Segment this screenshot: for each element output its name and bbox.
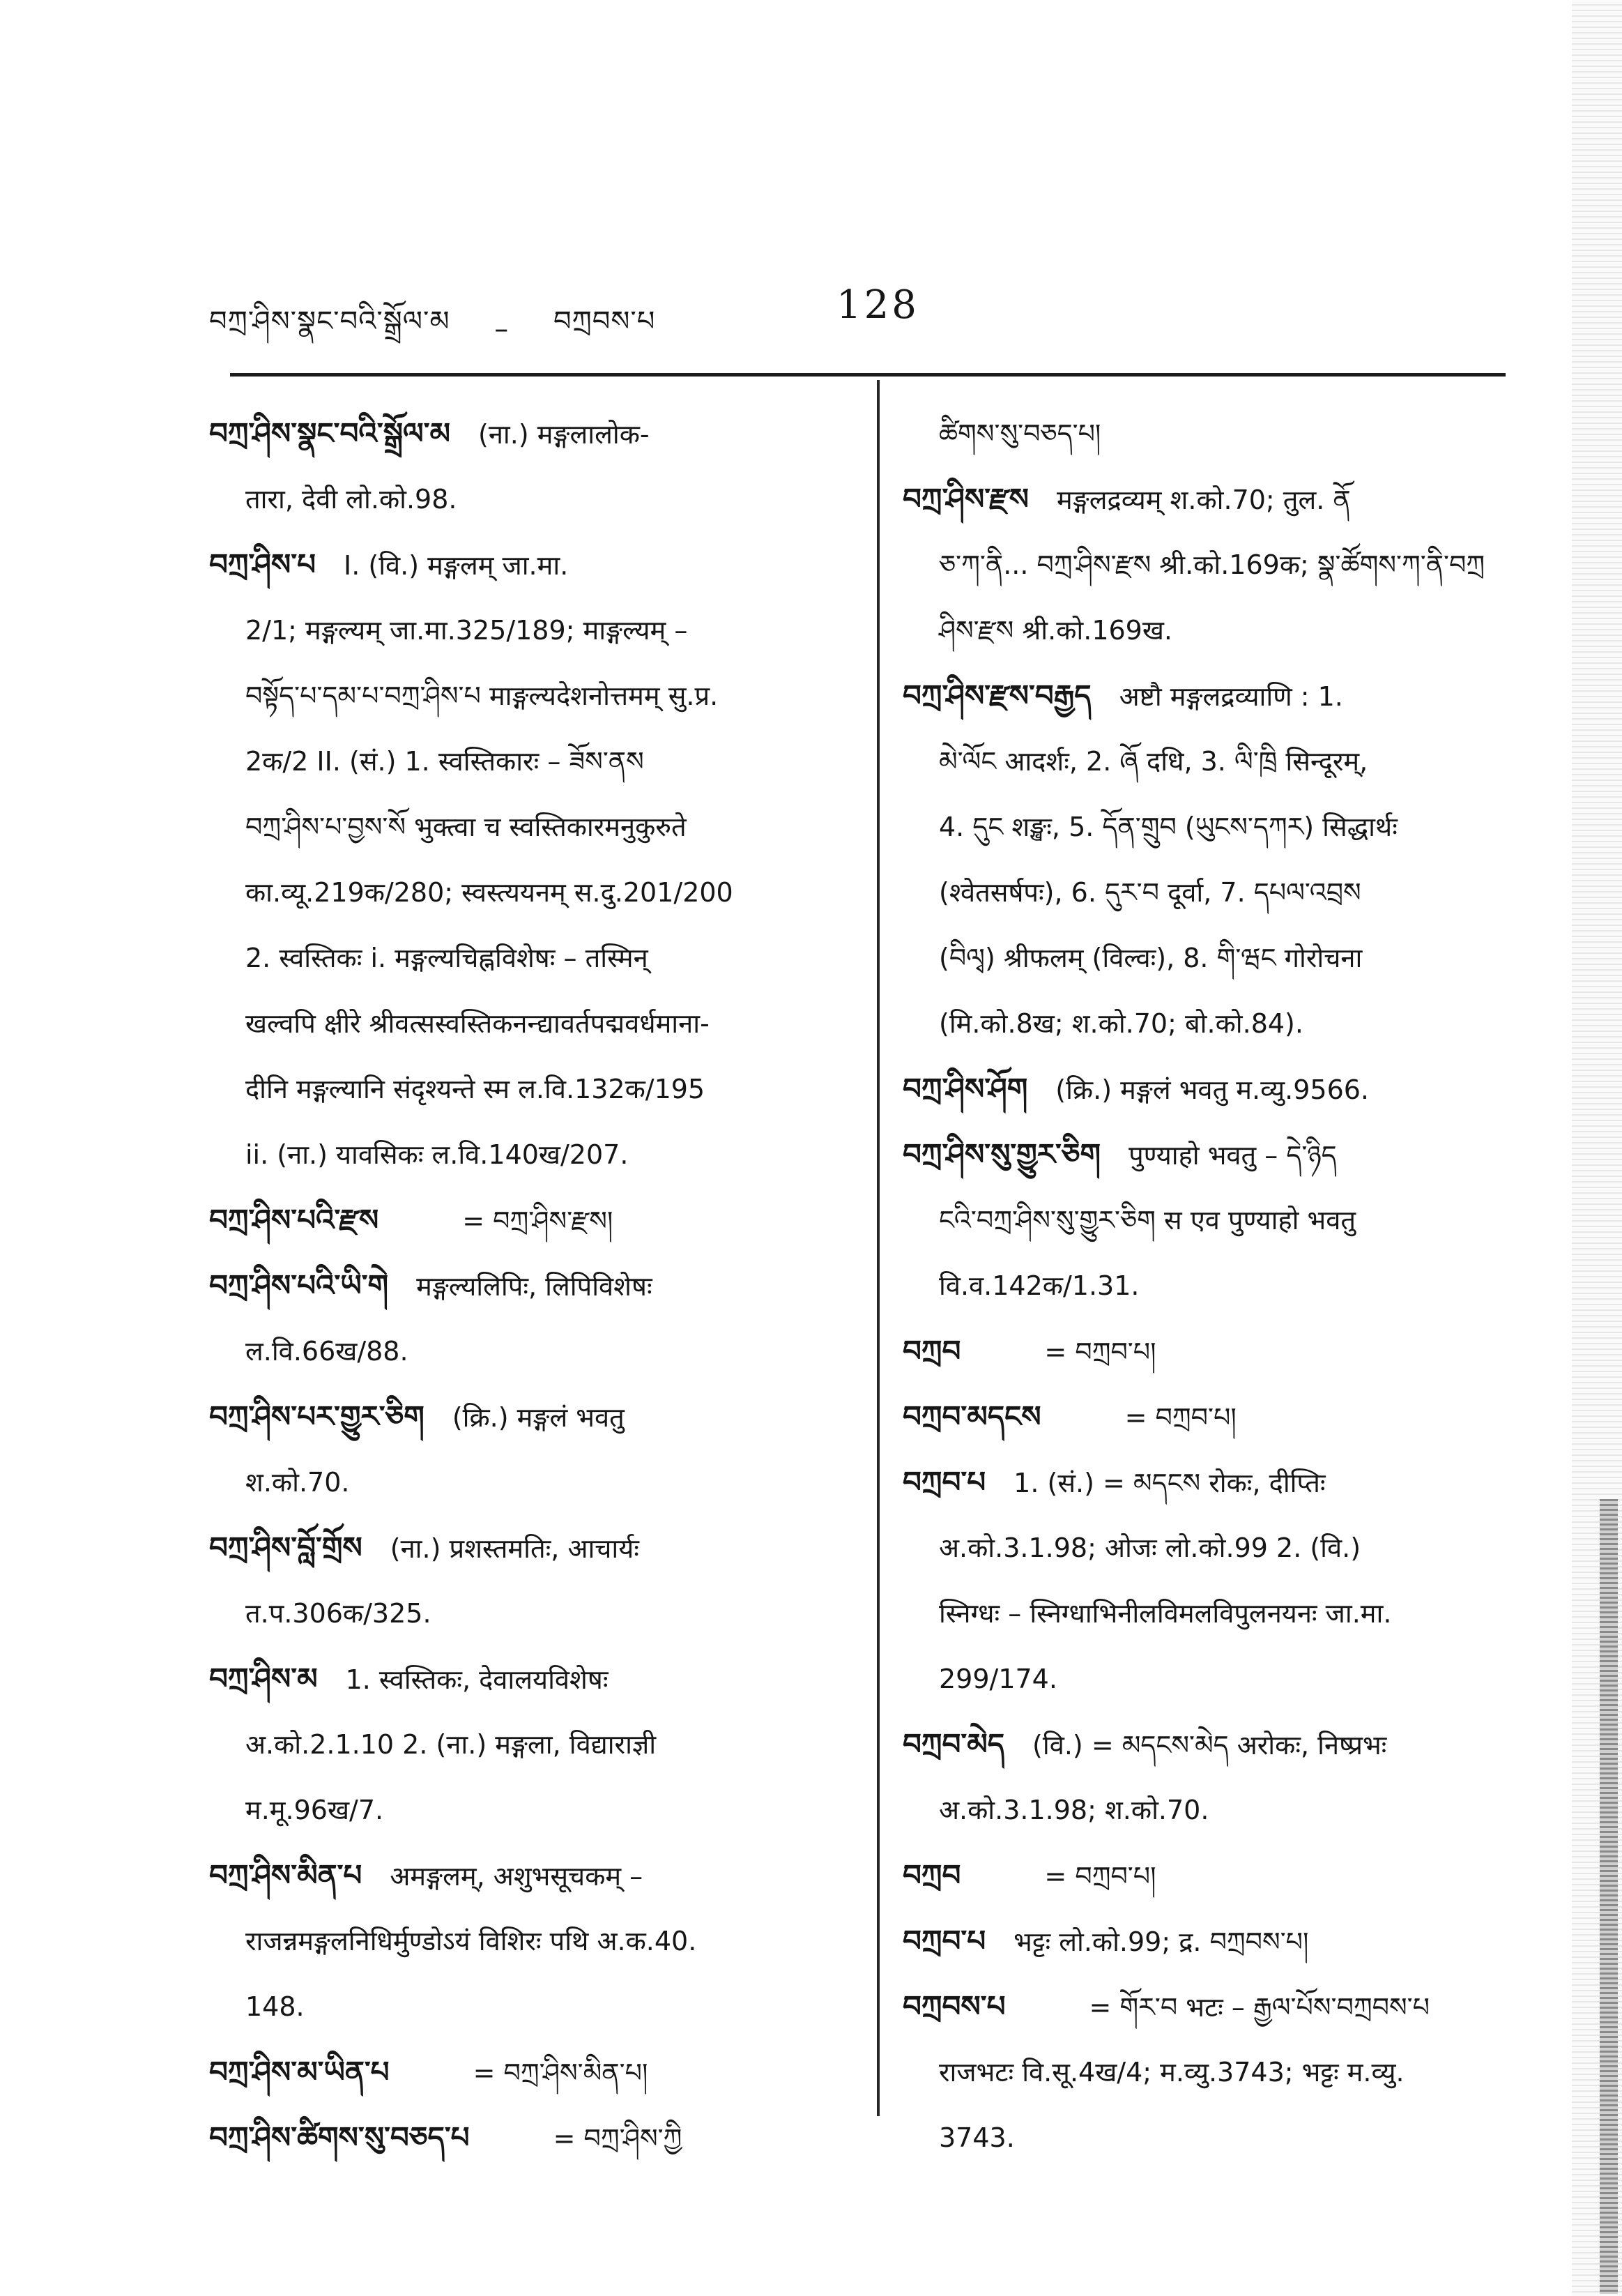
entry-definition: 1. (सं.) = མདངས रोकः, दीप्तिः: [1013, 1468, 1326, 1498]
entry-definition: 148.: [245, 1991, 305, 2022]
entry-definition: = བཀྲ་ཤིས་མིན་པ།: [473, 2058, 648, 2088]
entry-continuation-line: [903, 1187, 1516, 1253]
entry-definition: अष्टौ मङ्गलद्रव्याणि : 1.: [1119, 681, 1343, 712]
right-column: [903, 401, 1516, 2170]
entry-continuation-line: [903, 598, 1516, 663]
entry-headword-line: [903, 1318, 1516, 1384]
entry-headword-line: [903, 1384, 1516, 1450]
header-dash: –: [494, 312, 510, 345]
entry-continuation-line: [903, 1515, 1516, 1581]
entry-headword-line: [209, 2105, 836, 2170]
entry-definition: 4. དུང शङ्खः, 5. དོན་གྲུབ (ཡུངས་དཀར) सिद्धार्थः: [939, 812, 1398, 842]
page-number: 128: [836, 282, 919, 328]
entry-continuation-line: [209, 1974, 836, 2039]
header-guide-words: [209, 289, 655, 368]
entry-headword-line: [903, 1450, 1516, 1515]
header-last-entry: བཀྲབས་པ: [553, 305, 656, 337]
entry-headword: བཀྲབ: [903, 1858, 961, 1892]
entry-definition: (ना.) मङ्गलालोक-: [478, 419, 650, 450]
entry-headword: བཀྲ་ཤིས་ཤོག: [903, 1072, 1028, 1106]
entry-headword: བཀྲ་ཤིས་པའི་ཡི་གེ: [209, 1268, 389, 1302]
entry-headword-line: [209, 1253, 836, 1318]
entry-headword-line: [903, 1908, 1516, 1974]
entry-continuation-line: [209, 794, 836, 860]
entry-definition: अमङ्गलम्, अशुभसूचकम् –: [390, 1861, 643, 1892]
entry-headword: བཀྲ་ཤིས་མ་ཡིན་པ: [209, 2055, 390, 2089]
entry-continuation-line: [209, 991, 836, 1056]
entry-continuation-line: [209, 860, 836, 925]
entry-continuation-line: [903, 1777, 1516, 1843]
entry-continuation-line: [209, 1318, 836, 1384]
entry-continuation-line: [903, 1646, 1516, 1712]
entry-headword: བཀྲ་ཤིས་རྫས: [903, 482, 1029, 516]
entry-definition: = བཀྲ་ཤིས་རྫས།: [462, 1206, 613, 1236]
entry-definition: (क्रि.) मङ्गलं भवतु: [452, 1402, 625, 1433]
entry-headword-line: [209, 1187, 836, 1253]
entry-continuation-line: [903, 2039, 1516, 2105]
entry-definition: त.प.306क/325.: [245, 1598, 431, 1629]
entry-headword: བཀྲ་ཤིས་བློ་གྲོས: [209, 1530, 362, 1565]
entry-definition: ཤིས་རྫས श्री.को.169ख.: [939, 615, 1173, 646]
entry-definition: = བཀྲབ་པ།: [1044, 1337, 1156, 1367]
entry-headword-line: [209, 1646, 836, 1712]
entry-definition: 2/1; मङ्गल्यम् जा.मा.325/189; माङ्गल्यम् –: [245, 615, 688, 646]
entry-definition: अ.को.3.1.98; ओजः लो.को.99 2. (वि.): [939, 1533, 1361, 1563]
entry-headword: བཀྲ་ཤིས་རྫས་བརྒྱད: [903, 678, 1092, 713]
entry-headword-line: [209, 401, 836, 466]
entry-headword: བཀྲ་ཤིས་པའི་རྫས: [209, 1203, 379, 1237]
entry-definition: भट्टः लो.को.99; द्र. བཀྲབས་པ།: [1013, 1926, 1309, 1957]
entry-continuation-line: [903, 729, 1516, 794]
entry-headword: བཀྲ་ཤིས་མ: [209, 1662, 318, 1696]
entry-definition: (ना.) प्रशस्तमतिः, आचार्यः: [390, 1533, 639, 1564]
entry-headword-line: [903, 1712, 1516, 1777]
entry-definition: अ.को.3.1.98; श.को.70.: [939, 1795, 1209, 1825]
entry-definition: पुण्याहो भवतु – དེ་ཉིད: [1128, 1140, 1337, 1171]
header-first-entry: བཀྲ་ཤིས་སྣང་བའི་སྒྲོལ་མ: [209, 305, 450, 337]
entry-continuation-line: [209, 1712, 836, 1777]
entry-headword-line: [903, 1056, 1516, 1122]
entry-continuation-line: [903, 1581, 1516, 1646]
entry-continuation-line: [209, 925, 836, 991]
entry-continuation-line: [903, 794, 1516, 860]
entry-continuation-line: [903, 532, 1516, 598]
entry-continuation-line: [903, 1253, 1516, 1318]
entry-definition: (वि.) = མདངས་མེད अरोकः, निष्प्रभः: [1032, 1730, 1387, 1761]
entry-continuation-line: [903, 401, 1516, 466]
entry-definition: तारा, देवी लो.को.98.: [245, 484, 457, 515]
entry-definition: ल.वि.66ख/88.: [245, 1336, 408, 1367]
entry-definition: ངའི་བཀྲ་ཤིས་སུ་གྱུར་ཅིག स एव पुण्याहो भवतु: [939, 1205, 1356, 1236]
entry-definition: स्निग्धः – स्निग्धाभिनीलविमलविपुलनयनः जा.मा.: [939, 1598, 1392, 1629]
entry-headword: བཀྲ་ཤིས་སྣང་བའི་སྒྲོལ་མ: [209, 416, 450, 450]
entry-headword: བཀྲབ་པ: [903, 1465, 986, 1499]
entry-definition: म.मू.96ख/7.: [245, 1795, 384, 1825]
entry-definition: राजन्नमङ्गलनिधिर्मुण्डोऽयं विशिरः पथि अ.क.40.: [245, 1926, 697, 1956]
entry-headword: བཀྲ་ཤིས་མིན་པ: [209, 1858, 362, 1892]
entry-definition: = གོར་བ भटः – རྒྱལ་པོས་བཀྲབས་པ: [1089, 1992, 1430, 2023]
entry-definition: ii. (ना.) यावसिकः ल.वि.140ख/207.: [245, 1139, 629, 1170]
entry-definition: བཀྲ་ཤིས་པ་བྱས་སོ भुक्त्वा च स्वस्तिकारमनुकुरुते: [245, 812, 687, 842]
entry-headword-line: [903, 1974, 1516, 2039]
entry-continuation-line: [903, 860, 1516, 925]
left-column: [209, 401, 836, 2170]
entry-headword-line: [903, 466, 1516, 532]
entry-definition: I. (वि.) मङ्गलम् जा.मा.: [344, 550, 569, 581]
entry-definition: 2. स्वस्तिकः i. मङ्गल्यचिह्नविशेषः – तस्मिन्: [245, 943, 648, 973]
entry-continuation-line: [209, 598, 836, 663]
entry-definition: श.को.70.: [245, 1467, 350, 1498]
column-divider: [877, 380, 880, 2116]
entry-definition: ཚིགས་སུ་བཅད་པ།: [939, 418, 1101, 449]
entry-continuation-line: [903, 991, 1516, 1056]
entry-definition: 3743.: [939, 2122, 1015, 2153]
entry-continuation-line: [209, 729, 836, 794]
entry-definition: अ.को.2.1.10 2. (ना.) मङ्गला, विद्याराज्ञी: [245, 1729, 657, 1760]
entry-headword: བཀྲ་ཤིས་སུ་གྱུར་ཅིག: [903, 1137, 1101, 1171]
entry-definition: ཅ་ཀ་ནི... བཀྲ་ཤིས་རྫས श्री.को.169क; སྣ་ཚོགས་ཀ་ནི་བཀྲ: [939, 549, 1485, 580]
header-rule: [230, 373, 1506, 377]
entry-definition: (क्रि.) मङ्गलं भवतु म.व्यु.9566.: [1055, 1074, 1370, 1105]
entry-continuation-line: [209, 1777, 836, 1843]
entry-continuation-line: [209, 663, 836, 729]
entry-definition: खल्वपि क्षीरे श्रीवत्सस्वस्तिकनन्द्यावर्तपद्मवर्धमाना-: [245, 1008, 710, 1039]
entry-headword-line: [903, 663, 1516, 729]
entry-definition: (श्वेतसर्षपः), 6. དུར་བ दूर्वा, 7. དཔལ་འབྲས: [939, 877, 1361, 908]
entry-definition: མེ་ལོང आदर्शः, 2. ཞོ दधि, 3. ལི་ཁྲི सिन्दूरम्,: [939, 746, 1368, 777]
entry-definition: (བིལྭ) श्रीफलम् (विल्वः), 8. གི་ཝང गोरोचना: [939, 943, 1363, 973]
page-binding-edge: [1572, 0, 1622, 2296]
entry-headword: བཀྲ་ཤིས་པ: [209, 547, 316, 581]
entry-headword: བཀྲབས་པ: [903, 1989, 1006, 2023]
entry-headword: བཀྲབ་པ: [903, 1924, 986, 1958]
entry-continuation-line: [209, 466, 836, 532]
entry-definition: मङ्गलद्रव्यम् श.को.70; तुल. ནོ: [1056, 485, 1351, 515]
entry-definition: 2क/2 II. (सं.) 1. स्वस्तिकारः – ཟོས་ནས: [245, 746, 644, 777]
entry-continuation-line: [209, 1122, 836, 1187]
entry-continuation-line: [903, 2105, 1516, 2170]
entry-definition: 299/174.: [939, 1664, 1057, 1694]
entry-definition: का.व्यू.219क/280; स्वस्त्ययनम् स.दु.201/200: [245, 877, 733, 908]
entry-headword: བཀྲ་ཤིས་པར་གྱུར་ཅིག: [209, 1399, 424, 1434]
entry-definition: = བཀྲ་ཤིས་ཀྱི: [553, 2123, 682, 2154]
entry-definition: བསྟོད་པ་དམ་པ་བཀྲ་ཤིས་པ माङ्गल्यदेशनोत्तमम् सु.प्र.: [245, 681, 719, 711]
entry-definition: राजभटः वि.सू.4ख/4; म.व्यु.3743; भट्टः म.व्यु.: [939, 2057, 1405, 2088]
entry-definition: 1. स्वस्तिकः, देवालयविशेषः: [345, 1664, 609, 1695]
entry-headword: བཀྲ་ཤིས་ཚིགས་སུ་བཅད་པ: [209, 2120, 470, 2154]
entry-continuation-line: [209, 1056, 836, 1122]
entry-continuation-line: [209, 1450, 836, 1515]
entry-definition: वि.व.142क/1.31.: [939, 1270, 1140, 1301]
entry-headword: བཀྲབ་མདངས: [903, 1399, 1041, 1434]
entry-continuation-line: [903, 925, 1516, 991]
entry-definition: (मि.को.8ख; श.को.70; बो.को.84).: [939, 1008, 1303, 1039]
entry-headword-line: [209, 2039, 836, 2105]
entry-headword-line: [209, 532, 836, 598]
entry-headword-line: [209, 1843, 836, 1908]
entry-headword-line: [903, 1843, 1516, 1908]
entry-continuation-line: [209, 1908, 836, 1974]
entry-continuation-line: [209, 1581, 836, 1646]
running-header: [209, 282, 1506, 345]
entry-definition: = བཀྲབ་པ།: [1124, 1402, 1237, 1433]
entry-definition: दीनि मङ्गल्यानि संदृश्यन्ते स्म ल.वि.132क/195: [245, 1074, 705, 1104]
entry-headword-line: [209, 1384, 836, 1450]
entry-definition: = བཀྲབ་པ།: [1044, 1861, 1156, 1892]
entry-headword-line: [209, 1515, 836, 1581]
entry-headword-line: [903, 1122, 1516, 1187]
entry-headword: བཀྲབ་མེད: [903, 1727, 1005, 1761]
entry-headword: བཀྲབ: [903, 1334, 961, 1368]
entry-definition: मङ्गल्यलिपिः, लिपिविशेषः: [416, 1271, 652, 1302]
